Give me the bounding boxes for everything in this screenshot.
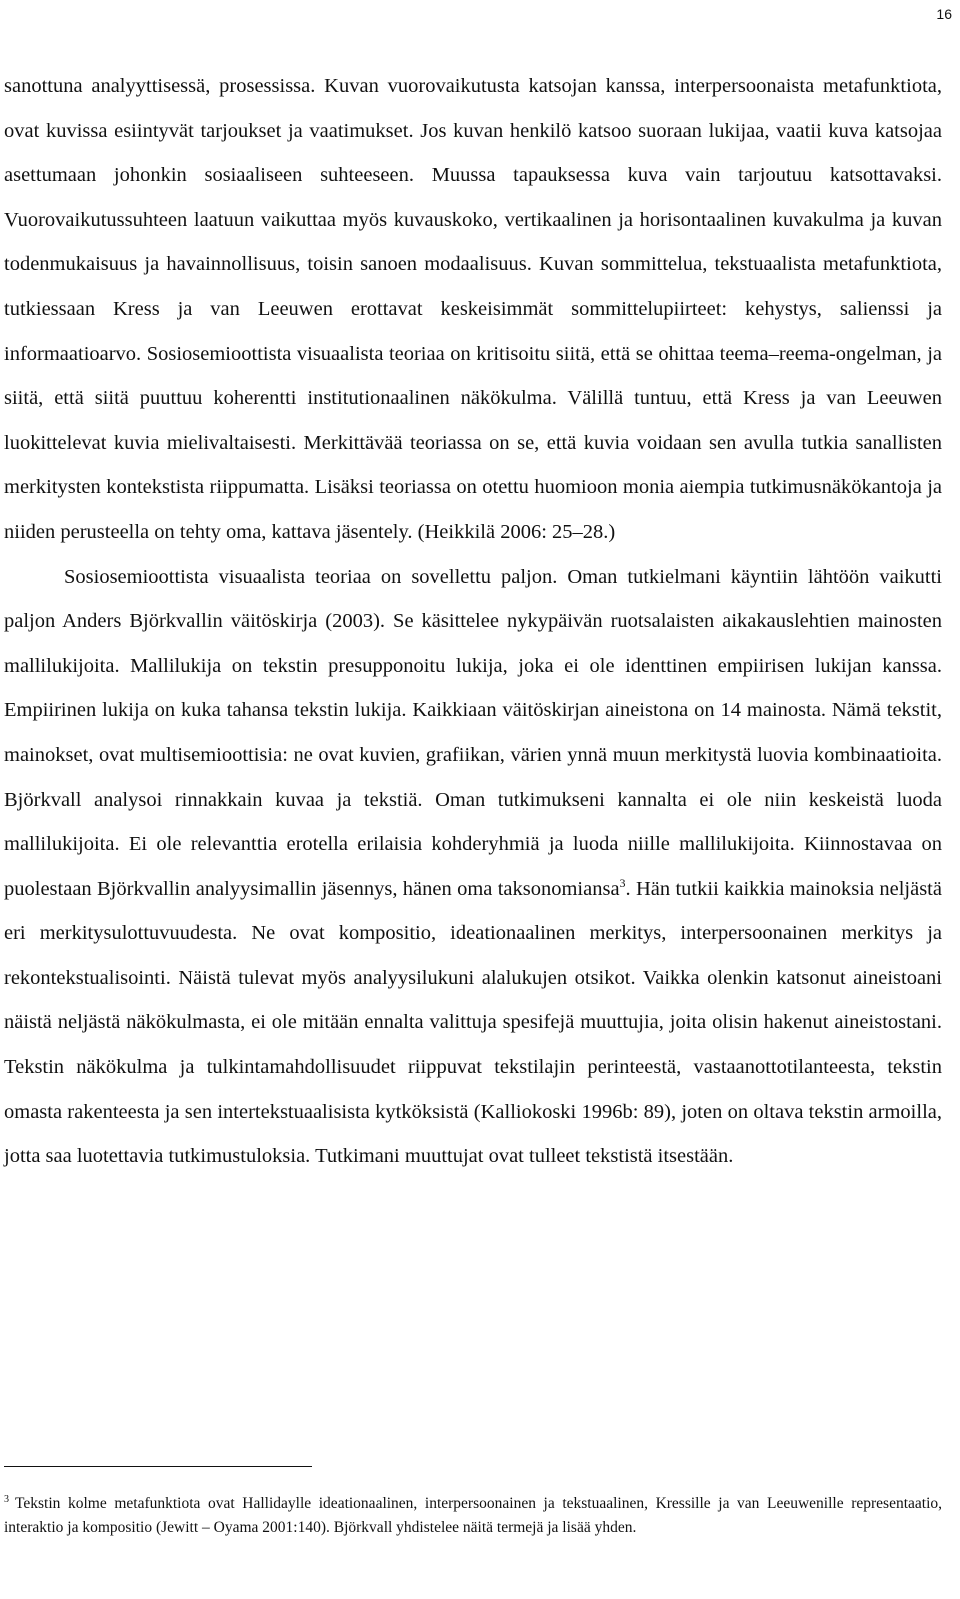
paragraph-2-text-after-note: . Hän tutkii kaikkia mainoksia neljästä eri merkitysulottuvuudesta. Ne ovat kompositio, ideationaalinen merkitys, interpersoonainen merkitys ja rekontekstualisointi. Näistä tulevat myös analyysilukuni alalukujen otsikot. Vaikka olenkin katsonut aineistoani näistä neljästä näkökulmasta, ei ole mitään ennalta valittuja spesifejä muuttujia, joita olisin hakenut aineistostani. Tekstin näkökulma ja tulkintamahdollisuudet riippuvat tekstilajin perinteestä, vastaanottotilanteesta, tekstin omasta rakenteesta ja sen intertekstuaalisista kytköksistä (Kalliokoski 1996b: 89), joten on oltava tekstin armoilla, jotta saa luotettavia tutkimustuloksia. Tutkimani muuttujat ovat tulleet tekstistä itsestään. bbox=[4, 877, 942, 1168]
footnote-text: Tekstin kolme metafunktiota ovat Hallidaylle ideationaalinen, interpersoonainen ja tekstuaalinen, Kressille ja van Leeuwenille representaatio, interaktio ja kompositio (Jewitt – Oyama 2001:140). Björkvall yhdistelee näitä termejä ja lisää yhden. bbox=[4, 1495, 942, 1536]
footnote-divider bbox=[4, 1466, 312, 1467]
page-number: 16 bbox=[936, 6, 952, 22]
footnote-marker: 3 bbox=[4, 1493, 9, 1505]
paragraph-2 bbox=[4, 555, 942, 1179]
body-text bbox=[4, 64, 942, 1179]
footnote-reference: 3 bbox=[619, 875, 626, 890]
paragraph-1: sanottuna analyyttisessä, prosessissa. Kuvan vuorovaikutusta katsojan kanssa, interpersoonaista metafunktiota, ovat kuvissa esiintyvät tarjoukset ja vaatimukset. Jos kuvan henkilö katsoo suoraan lukijaa, vaatii kuva katsojaa asettumaan johonkin sosiaaliseen suhteeseen. Muussa tapauksessa kuva vain tarjoutuu katsottavaksi. Vuorovaikutussuhteen laatuun vaikuttaa myös kuvauskoko, vertikaalinen ja horisontaalinen kuvakulma ja kuvan todenmukaisuus ja havainnollisuus, toisin sanoen modaalisuus. Kuvan sommittelua, tekstuaalista metafunktiota, tutkiessaan Kress ja van Leeuwen erottavat keskeisimmät sommittelupiirteet: kehystys, salienssi ja informaatioarvo. Sosiosemioottista visuaalista teoriaa on kritisoitu siitä, että se ohittaa teema–reema-ongelman, ja siitä, että siitä puuttuu koherentti institutionaalinen näkökulma. Välillä tuntuu, että Kress ja van Leeuwen luokittelevat kuvia mielivaltaisesti. Merkittävää teoriassa on se, että kuvia voidaan sen avulla tutkia sanallisten merkitysten kontekstista riippumatta. Lisäksi teoriassa on otettu huomioon monia aiempia tutkimusnäkökantoja ja niiden perusteella on tehty oma, kattava jäsentely. (Heikkilä 2006: 25–28.) bbox=[4, 75, 942, 543]
footnote bbox=[4, 1492, 942, 1540]
paragraph-2-text-before-note: Sosiosemioottista visuaalista teoriaa on sovellettu paljon. Oman tutkielmani käyntiin lähtöön vaikutti paljon Anders Björkvallin väitöskirja (2003). Se käsittelee nykypäivän ruotsalaisten aikakauslehtien mainosten mallilukijoita. Mallilukija on tekstin presupponoitu lukija, joka ei ole identtinen empiirisen lukijan kanssa. Empiirinen lukija on kuka tahansa tekstin lukija. Kaikkiaan väitöskirjan aineistona on 14 mainosta. Nämä tekstit, mainokset, ovat multisemioottisia: ne ovat kuvien, grafiikan, värien ynnä muun merkitystä luovia kombinaatioita. Björkvall analysoi rinnakkain kuvaa ja tekstiä. Oman tutkimukseni kannalta ei ole niin keskeistä luoda mallilukijoita. Ei ole relevanttia erotella erilaisia kohderyhmiä ja luoda niille mallilukijoita. Kiinnostavaa on puolestaan Björkvallin analyysimallin jäsennys, hänen oma taksonomiansa bbox=[4, 565, 942, 900]
